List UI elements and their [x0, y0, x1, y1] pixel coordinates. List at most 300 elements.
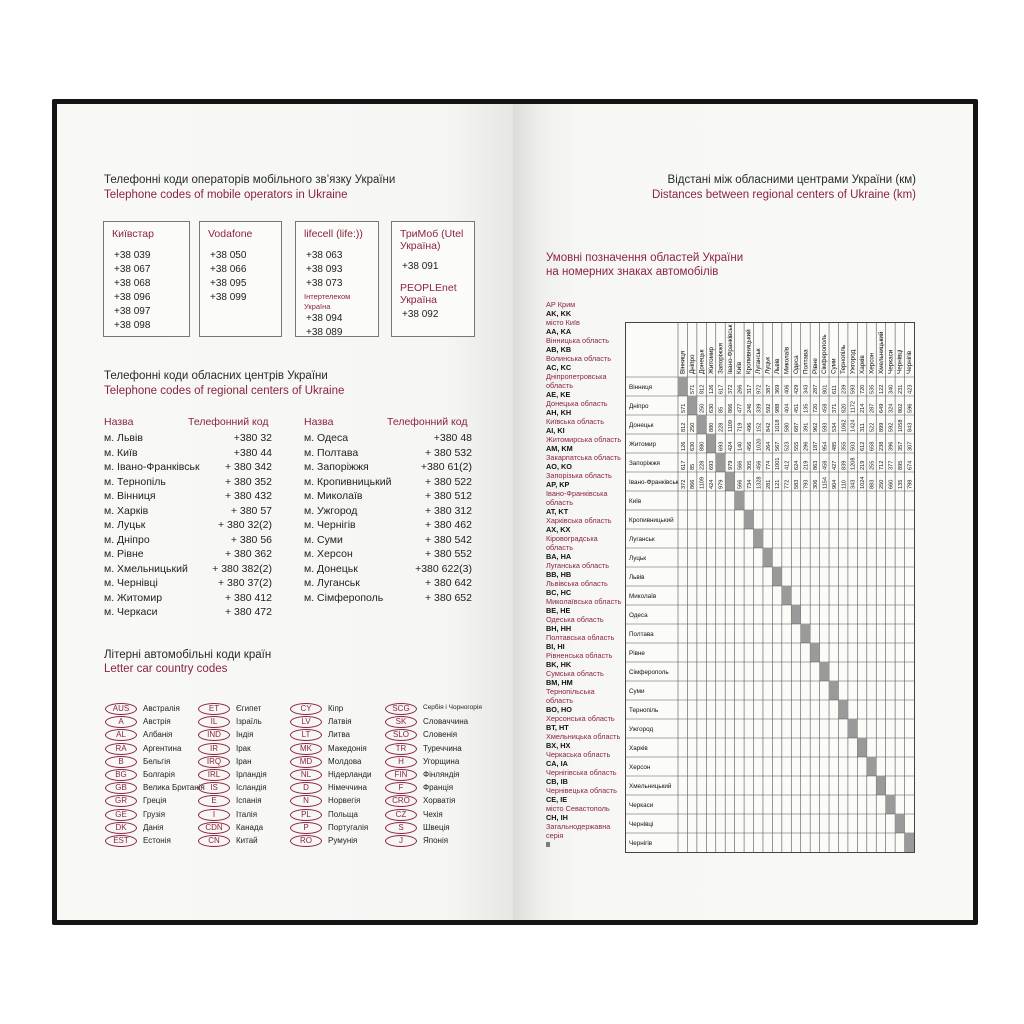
country-name: Албанія — [143, 730, 173, 740]
distance-matrix-grid — [626, 323, 914, 852]
country-name: Греція — [143, 796, 167, 806]
city-name: м. Рівне — [104, 548, 144, 560]
region-name: Черкаська область — [546, 750, 611, 759]
col-header-code: Телефонний код — [188, 416, 269, 428]
column-city-label: Житомир — [707, 347, 715, 374]
country-code-oval: F — [385, 782, 417, 794]
region-plate-code: BB, HB — [546, 570, 572, 579]
distance-value: 1154 — [822, 476, 829, 489]
region-plate-code: AO, KO — [546, 462, 572, 471]
code: +38 094 — [306, 313, 343, 324]
row-city-label: Одеса — [629, 611, 648, 619]
distance-value: 571 — [680, 403, 687, 413]
city-code: +380 44 — [233, 446, 272, 459]
distance-value: 555 — [794, 441, 801, 451]
code: +38 089 — [306, 327, 343, 338]
code: +38 098 — [114, 320, 151, 331]
city-code: + 380 412 — [224, 591, 272, 604]
country-name: Туреччина — [423, 743, 462, 753]
country-code-oval: CRO — [385, 795, 417, 807]
diagonal-cell — [829, 681, 838, 700]
country-name: Іран — [236, 756, 252, 766]
city-name: м. Ужгород — [304, 504, 358, 517]
code: +38 093 — [306, 264, 343, 275]
distance-value: 287 — [812, 384, 819, 394]
distance-value: 979 — [718, 479, 725, 489]
country-code-oval: EST — [105, 835, 137, 847]
city-code: + 380 342 — [224, 461, 272, 473]
distance-value: 899 — [879, 422, 886, 432]
distance-value: 387 — [765, 384, 772, 394]
column-city-label: Київ — [736, 361, 744, 374]
country-name: Молдова — [328, 756, 362, 766]
country-code-oval: AUS — [105, 703, 137, 715]
operator-subname: PEOPLEnet Україна — [400, 282, 457, 306]
country-name: Канада — [236, 822, 264, 832]
region-plate-code: BM, HM — [546, 678, 573, 687]
country-name: Литва — [328, 730, 350, 740]
regional-title-en: Telephone codes of regional centers of Ukraine — [104, 385, 345, 397]
distance-value: 266 — [737, 384, 744, 394]
column-city-label: Івано-Франківськ — [726, 324, 734, 374]
row-city-label: Дніпро — [629, 402, 649, 410]
diagonal-cell — [754, 529, 763, 548]
column-city-label: Полтава — [802, 349, 810, 374]
column-city-label: Вінниця — [679, 350, 687, 374]
distance-value: 720 — [812, 403, 819, 413]
region-name: Закарпатська область — [546, 453, 621, 462]
distance-value: 372 — [680, 479, 687, 489]
country-code-oval: RO — [290, 835, 322, 847]
distance-value: 534 — [831, 422, 838, 432]
distance-value: 793 — [803, 479, 810, 489]
country-code-oval: IR — [198, 743, 230, 755]
distance-value: 371 — [831, 403, 838, 413]
row-city-label: Харків — [629, 744, 648, 752]
region-name: Кіровоградська — [546, 534, 598, 543]
row-city-label: Вінниця — [629, 383, 653, 391]
region-plate-code: BA, HA — [546, 552, 572, 561]
distance-value: 429 — [794, 384, 801, 394]
region-name: Волинська область — [546, 354, 612, 363]
city-name: м. Одеса — [304, 432, 349, 444]
distance-value: 1058 — [897, 419, 904, 432]
city-code: + 380 472 — [224, 606, 272, 618]
region-name: Загальнодержавна — [546, 822, 611, 831]
distance-value: 972 — [756, 384, 763, 394]
column-city-label: Рівне — [811, 358, 819, 374]
country-code-oval: E — [198, 795, 230, 807]
region-plate-code: AH, KH — [546, 408, 572, 417]
country-code-oval: D — [290, 782, 322, 794]
distance-value: 693 — [718, 441, 725, 451]
country-name: Швеція — [423, 822, 450, 832]
column-city-label: Сімферополь — [821, 334, 829, 374]
distance-value: 649 — [879, 403, 886, 413]
city-name: м. Запоріжжя — [304, 461, 369, 473]
city-code: + 380 362 — [224, 548, 272, 560]
distance-value: 250 — [690, 422, 697, 432]
country-name: Кіпр — [328, 704, 344, 713]
distance-value: 954 — [822, 441, 829, 451]
column-city-label: Львів — [774, 358, 782, 374]
row-city-label: Чернівці — [629, 820, 654, 828]
city-name: м. Луцьк — [104, 519, 146, 531]
country-name: Велика Британія — [143, 783, 205, 793]
distance-value: 238 — [879, 441, 886, 451]
operator-box-vodafone — [199, 221, 282, 337]
row-city-label: Полтава — [629, 630, 654, 638]
country-name: Індія — [236, 730, 254, 740]
country-name: Румунія — [328, 836, 358, 845]
city-code: +380 32 — [233, 432, 272, 444]
distance-value: 674 — [907, 460, 914, 470]
city-code: + 380 512 — [424, 490, 472, 502]
region-plate-code: BX, HX — [546, 741, 571, 750]
country-name: Нідерланди — [328, 770, 372, 779]
region-name: Житомирська область — [546, 435, 622, 444]
region-name: область — [546, 381, 574, 390]
col-header-name: Назва — [304, 416, 334, 428]
row-city-label: Хмельницький — [629, 782, 672, 790]
diagonal-cell — [801, 624, 810, 643]
region-plate-code: AI, KI — [546, 426, 565, 435]
distance-value: 343 — [850, 479, 857, 489]
diagonal-cell — [876, 776, 885, 795]
distance-value: 307 — [907, 441, 914, 451]
country-name: Японія — [423, 836, 449, 845]
distance-value: 372 — [727, 384, 734, 394]
distance-value: 658 — [869, 441, 876, 451]
region-plate-code: AM, KM — [546, 444, 573, 453]
distance-value: 1424 — [850, 419, 857, 432]
distance-value: 122 — [879, 384, 886, 394]
distance-value: 660 — [888, 479, 895, 489]
distance-value: 592 — [888, 422, 895, 432]
row-city-label: Львів — [629, 573, 645, 581]
city-code: + 380 462 — [424, 519, 472, 531]
country-code-oval: J — [385, 835, 417, 847]
code: +38 096 — [114, 292, 151, 303]
country-code-oval: GE — [105, 809, 137, 821]
region-plate-code: CH, IH — [546, 813, 568, 822]
distance-value: 503 — [850, 441, 857, 451]
row-city-label: Луцьк — [629, 554, 646, 562]
region-plate-code: AX, KX — [546, 525, 571, 534]
region-name: Львівська область — [546, 579, 608, 588]
distance-value: 85 — [718, 406, 725, 413]
city-code: +380 48 — [433, 432, 472, 444]
distance-value: 774 — [765, 460, 772, 470]
country-code-oval: IL — [198, 716, 230, 728]
column-city-label: Дніпро — [689, 354, 697, 374]
region-name: Харківська область — [546, 516, 612, 525]
region-name: місто Севастополь — [546, 804, 610, 813]
city-code: + 380 642 — [424, 577, 472, 589]
distance-value: 611 — [831, 385, 838, 394]
city-code: + 380 542 — [424, 533, 472, 546]
distance-value: 396 — [888, 441, 895, 451]
distance-value: 296 — [803, 441, 810, 451]
country-name: Бельгія — [143, 756, 171, 766]
distance-value: 720 — [860, 384, 867, 394]
region-name: Одеська область — [546, 615, 604, 624]
region-plate-code: CA, IA — [546, 759, 568, 768]
distance-value: 522 — [869, 422, 876, 432]
country-name: Австралія — [143, 704, 180, 713]
region-plate-code: AT, KT — [546, 507, 569, 516]
region-plate-code: CB, IB — [546, 777, 568, 786]
distance-value: 1172 — [850, 400, 857, 413]
distance-value: 135 — [803, 403, 810, 413]
distance-matrix — [625, 322, 915, 853]
country-code-oval: SCG — [385, 703, 417, 715]
code: +38 039 — [114, 250, 151, 261]
distance-value: 687 — [794, 422, 801, 432]
region-name: Запорізька область — [546, 471, 612, 480]
distance-value: 1020 — [756, 438, 763, 451]
distance-title-ua: Відстані між обласними центрами України (км) — [667, 174, 916, 186]
country-name: Естонія — [143, 836, 171, 845]
distance-value: 126 — [680, 441, 687, 451]
distance-value: 820 — [841, 403, 848, 413]
diagonal-cell — [706, 434, 715, 453]
distance-value: 343 — [803, 384, 810, 394]
city-name: м. Херсон — [304, 548, 353, 560]
country-code-oval: GR — [105, 795, 137, 807]
country-code-oval: IS — [198, 782, 230, 794]
country-code-oval: BG — [105, 769, 137, 781]
row-city-label: Суми — [629, 687, 645, 695]
column-city-label: Одеса — [792, 355, 800, 374]
distance-value: 423 — [907, 384, 914, 394]
distance-value: 1018 — [775, 419, 782, 432]
city-name: м. Миколаїв — [304, 490, 363, 502]
distance-value: 496 — [746, 422, 753, 432]
region-name: Вінницька область — [546, 336, 610, 345]
country-code-oval: H — [385, 756, 417, 768]
diagonal-cell — [744, 510, 753, 529]
country-code-oval: N — [290, 795, 322, 807]
city-name: м. Івано-Франківськ — [104, 461, 200, 473]
distance-value: 617 — [680, 460, 687, 470]
diagonal-cell — [895, 814, 904, 833]
operator-box-trimob — [391, 221, 475, 337]
distance-value: 979 — [727, 460, 734, 470]
diagonal-cell — [867, 757, 876, 776]
region-plate-code: AB, KB — [546, 345, 572, 354]
code: +38 066 — [210, 264, 247, 275]
distance-value: 255 — [869, 460, 876, 470]
column-city-label: Тернопіль — [840, 344, 848, 374]
diagonal-cell — [838, 700, 847, 719]
diagonal-cell — [791, 605, 800, 624]
column-city-label: Ужгород — [849, 349, 857, 374]
distance-value: 246 — [746, 403, 753, 413]
distance-value: 369 — [775, 384, 782, 394]
distance-value: 228 — [699, 460, 706, 470]
row-city-label: Тернопіль — [629, 706, 659, 714]
country-name: Єгипет — [236, 704, 262, 713]
distance-value: 355 — [841, 441, 848, 451]
distance-value: 580 — [784, 422, 791, 432]
city-name: м. Житомир — [104, 591, 163, 604]
country-code-oval: MD — [290, 756, 322, 768]
distance-value: 866 — [727, 403, 734, 413]
distance-value: 485 — [831, 441, 838, 451]
distance-value: 219 — [803, 460, 810, 470]
distance-value: 311 — [860, 423, 867, 432]
distance-value: 843 — [907, 422, 914, 432]
row-city-label: Черкаси — [629, 801, 654, 809]
country-name: Чехія — [423, 809, 443, 819]
country-name: Словаччина — [423, 717, 469, 727]
region-name: Чернівецька область — [546, 786, 617, 795]
region-name: серія — [546, 831, 564, 840]
region-name: Тернопільська — [546, 687, 595, 696]
region-name: Хмельницька область — [546, 732, 621, 741]
column-city-label: Миколаїв — [783, 346, 791, 374]
distance-value: 1328 — [756, 476, 763, 489]
operator-name: lifecell (life:)) — [304, 228, 363, 240]
operator-name: ТриМоб (Utel Україна) — [400, 228, 464, 252]
country-code-oval: FIN — [385, 769, 417, 781]
region-plate-code: AC, KC — [546, 363, 572, 372]
row-city-label: Луганськ — [629, 535, 655, 543]
distance-value: 250 — [699, 403, 706, 413]
country-code-oval: IRL — [198, 769, 230, 781]
distance-value: 85 — [690, 463, 697, 470]
country-code-oval: RA — [105, 743, 137, 755]
row-city-label: Сімферополь — [629, 668, 669, 676]
code: +38 073 — [306, 278, 343, 289]
distance-value: 630 — [709, 403, 716, 413]
distance-value: 772 — [784, 479, 791, 489]
row-city-label: Ужгород — [629, 725, 654, 733]
column-city-label: Харків — [858, 355, 866, 374]
country-code-oval: S — [385, 822, 417, 834]
column-city-label: Луганськ — [755, 348, 763, 374]
region-name: Луганська область — [546, 561, 610, 570]
regional-title-ua: Телефонні коди обласних центрів України — [104, 370, 328, 382]
distance-value: 1208 — [850, 457, 857, 470]
distance-value: 895 — [897, 460, 904, 470]
region-plate-code: AK, KK — [546, 309, 572, 318]
country-code-oval: B — [105, 756, 137, 768]
city-name: м. Харків — [104, 504, 149, 517]
city-name: м. Київ — [104, 446, 138, 459]
country-name: Хорватія — [423, 796, 456, 806]
distance-value: 904 — [831, 479, 838, 489]
diagonal-cell — [848, 719, 857, 738]
distance-value: 458 — [822, 403, 829, 413]
country-name: Болгарія — [143, 770, 175, 779]
country-code-oval: DK — [105, 822, 137, 834]
operator-name: Vodafone — [208, 228, 253, 240]
region-plate-code: AP, KP — [546, 480, 570, 489]
distance-value: 812 — [680, 422, 687, 432]
code: +38 068 — [114, 278, 151, 289]
region-name: Донецька область — [546, 399, 608, 408]
distance-value: 306 — [812, 479, 819, 489]
country-code-oval: LT — [290, 729, 322, 741]
distance-value: 571 — [690, 384, 697, 394]
city-code: + 380 352 — [224, 475, 272, 488]
city-name: м. Полтава — [304, 446, 359, 459]
distance-value: 535 — [869, 384, 876, 394]
region-plate-code: BT, HT — [546, 723, 569, 732]
city-code: + 380 552 — [424, 548, 472, 560]
country-code-oval: CZ — [385, 809, 417, 821]
country-name: Португалія — [328, 822, 369, 832]
distance-value: 880 — [699, 441, 706, 451]
country-code-oval: MK — [290, 743, 322, 755]
city-name: м. Вінниця — [104, 490, 156, 502]
country-name: Ізраїль — [236, 717, 262, 727]
distance-value: 339 — [756, 403, 763, 413]
city-code: + 380 532 — [424, 446, 472, 459]
distance-value: 281 — [765, 479, 772, 489]
diagonal-cell — [772, 567, 781, 586]
code: +38 092 — [402, 309, 439, 320]
city-name: м. Луганськ — [304, 577, 360, 589]
row-city-label: Житомир — [629, 440, 656, 448]
distance-value: 317 — [746, 384, 753, 394]
country-name: Іспанія — [236, 796, 262, 806]
distance-value: 880 — [709, 422, 716, 432]
country-name: Грузія — [143, 809, 166, 819]
code: +38 063 — [306, 250, 343, 261]
distance-value: 693 — [709, 460, 716, 470]
distance-value: 1062 — [841, 419, 848, 432]
operator-box-kyivstar — [103, 221, 190, 337]
city-code: + 380 522 — [424, 475, 472, 488]
country-name: Німеччина — [328, 783, 367, 793]
region-plate-code: CE, IE — [546, 795, 568, 804]
distance-value: 839 — [841, 460, 848, 470]
distance-value: 391 — [803, 422, 810, 432]
code: +38 095 — [210, 278, 247, 289]
distance-value: 451 — [794, 403, 801, 413]
distance-value: 596 — [907, 403, 914, 413]
country-code-oval: NL — [290, 769, 322, 781]
distance-value: 1024 — [860, 476, 867, 489]
country-name: Угорщина — [423, 756, 460, 766]
distance-value: 456 — [746, 441, 753, 451]
region-name: Київська область — [546, 417, 605, 426]
region-name: Дніпропетровська — [546, 372, 607, 381]
region-plate-code: BI, HI — [546, 642, 565, 651]
row-city-label: Запоріжжя — [629, 459, 660, 467]
distance-value: 126 — [709, 384, 716, 394]
distance-value: 612 — [860, 441, 867, 451]
code: +38 097 — [114, 306, 151, 317]
diagonal-cell — [725, 472, 734, 491]
country-code-oval: I — [198, 809, 230, 821]
distance-value: 214 — [860, 403, 867, 413]
column-city-label: Запоріжжя — [717, 343, 725, 374]
country-name: Китай — [236, 836, 258, 845]
row-city-label: Миколаїв — [629, 592, 657, 600]
column-city-label: Херсон — [868, 352, 876, 374]
distance-value: 404 — [784, 403, 791, 413]
distance-value: 617 — [718, 384, 725, 394]
distance-value: 866 — [690, 479, 697, 489]
distance-value: 424 — [727, 441, 734, 451]
distance-value: 1001 — [775, 457, 782, 470]
distance-value: 357 — [897, 441, 904, 451]
distance-value: 458 — [822, 460, 829, 470]
